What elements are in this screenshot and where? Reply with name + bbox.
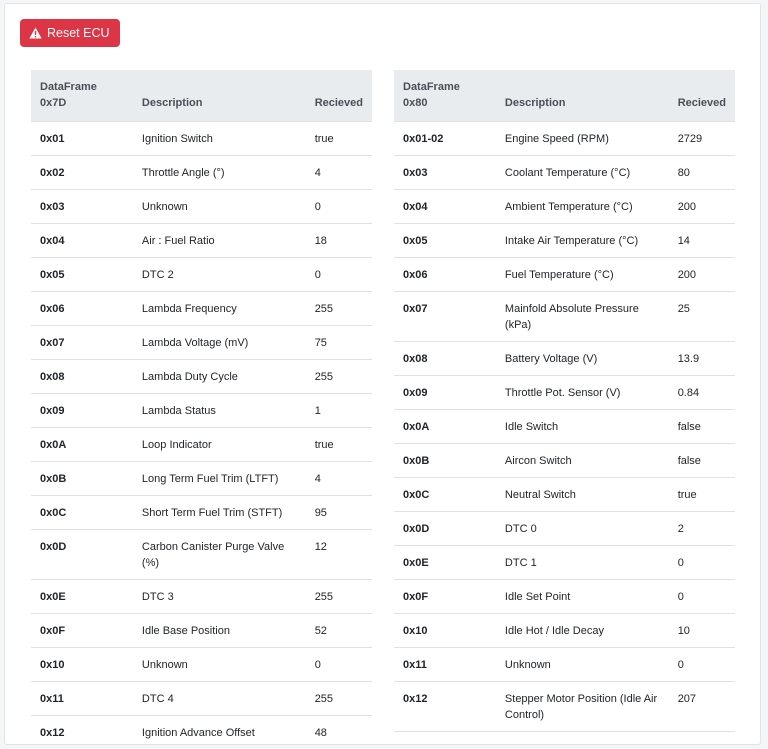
row-received: 0 xyxy=(669,580,735,614)
row-description: Idle Hot / Idle Decay xyxy=(496,614,669,648)
row-received: true xyxy=(306,428,372,462)
row-description: DTC 2 xyxy=(133,258,306,292)
row-description: Neutral Switch xyxy=(496,478,669,512)
table-row xyxy=(31,462,372,496)
row-id: 0x05 xyxy=(394,224,496,258)
row-id: 0x0B xyxy=(31,462,133,496)
header-dataframe xyxy=(31,70,133,122)
row-received: 255 xyxy=(306,360,372,394)
table-row xyxy=(394,410,735,444)
row-description: Idle Switch xyxy=(496,410,669,444)
row-description: Stepper Motor Position (Idle Air Control) xyxy=(496,682,669,732)
row-description: Coolant Temperature (°C) xyxy=(496,156,669,190)
row-id: 0x0D xyxy=(394,512,496,546)
row-received: 95 xyxy=(306,496,372,530)
row-id: 0x01-02 xyxy=(394,122,496,156)
row-id: 0x06 xyxy=(31,292,133,326)
row-received: 2 xyxy=(669,512,735,546)
table-row xyxy=(394,292,735,342)
ecu-card xyxy=(4,3,761,745)
row-description: Engine Speed (RPM) xyxy=(496,122,669,156)
table-header xyxy=(394,70,735,122)
table-row xyxy=(31,258,372,292)
row-received: false xyxy=(669,444,735,478)
row-id: 0x0E xyxy=(31,580,133,614)
table-row xyxy=(31,360,372,394)
dataframe-0x7d-table xyxy=(31,70,372,749)
table-row xyxy=(394,648,735,682)
row-received: 14 xyxy=(669,224,735,258)
row-received: 75 xyxy=(306,326,372,360)
row-description: Long Term Fuel Trim (LTFT) xyxy=(133,462,306,496)
row-id: 0x05 xyxy=(31,258,133,292)
row-description: Unknown xyxy=(133,648,306,682)
row-description: DTC 1 xyxy=(496,546,669,580)
row-received: 255 xyxy=(306,292,372,326)
row-received: 200 xyxy=(669,258,735,292)
table-row xyxy=(31,648,372,682)
warning-icon xyxy=(29,27,42,39)
row-received: 0 xyxy=(306,648,372,682)
table-row xyxy=(31,122,372,156)
table-row xyxy=(394,342,735,376)
row-id: 0x04 xyxy=(394,190,496,224)
row-description: DTC 0 xyxy=(496,512,669,546)
row-received: 0 xyxy=(669,648,735,682)
row-received: 12 xyxy=(306,530,372,580)
row-received: 10 xyxy=(669,614,735,648)
row-id: 0x0F xyxy=(394,580,496,614)
table-row xyxy=(31,580,372,614)
row-description: Idle Base Position xyxy=(133,614,306,648)
row-received: 200 xyxy=(669,190,735,224)
table-row xyxy=(31,224,372,258)
row-id xyxy=(394,732,496,749)
row-id: 0x10 xyxy=(31,648,133,682)
row-id: 0x07 xyxy=(31,326,133,360)
row-description: Unknown xyxy=(496,648,669,682)
reset-ecu-label: Reset ECU xyxy=(47,26,110,40)
row-description: Lambda Duty Cycle xyxy=(133,360,306,394)
row-id: 0x03 xyxy=(394,156,496,190)
row-id: 0x0B xyxy=(394,444,496,478)
row-description: Throttle Pot. Sensor (V) xyxy=(496,376,669,410)
row-id: 0x12 xyxy=(31,716,133,749)
table-row xyxy=(394,546,735,580)
table-row xyxy=(31,156,372,190)
row-id: 0x0D xyxy=(31,530,133,580)
row-received: 0 xyxy=(306,190,372,224)
row-received: 80 xyxy=(669,156,735,190)
row-id: 0x0E xyxy=(394,546,496,580)
row-id: 0x07 xyxy=(394,292,496,342)
row-id: 0x06 xyxy=(394,258,496,292)
row-received: 13.9 xyxy=(669,342,735,376)
row-id: 0x01 xyxy=(31,122,133,156)
table-row xyxy=(31,496,372,530)
header-received: Recieved xyxy=(669,70,735,122)
row-received: 25 xyxy=(669,292,735,342)
row-id: 0x03 xyxy=(31,190,133,224)
row-description: Mainfold Absolute Pressure (kPa) xyxy=(496,292,669,342)
header-frame-label: DataFrame xyxy=(40,81,97,93)
table-row xyxy=(394,478,735,512)
table-row xyxy=(394,512,735,546)
table-row xyxy=(31,614,372,648)
table-row xyxy=(394,682,735,732)
row-received: 255 xyxy=(306,580,372,614)
row-received: 4 xyxy=(306,462,372,496)
table-row xyxy=(31,716,372,749)
row-description: Short Term Fuel Trim (STFT) xyxy=(133,496,306,530)
row-received: 48 xyxy=(306,716,372,749)
table-header xyxy=(31,70,372,122)
row-received: true xyxy=(669,478,735,512)
row-id: 0x09 xyxy=(31,394,133,428)
table-row xyxy=(31,428,372,462)
table-row xyxy=(31,530,372,580)
row-id: 0x08 xyxy=(394,342,496,376)
row-description: Lambda Frequency xyxy=(133,292,306,326)
table-row xyxy=(31,190,372,224)
row-description: Battery Voltage (V) xyxy=(496,342,669,376)
row-id: 0x11 xyxy=(394,648,496,682)
row-id: 0x12 xyxy=(394,682,496,732)
table-row xyxy=(394,732,735,749)
row-description: Intake Air Temperature (°C) xyxy=(496,224,669,258)
header-frame-label: DataFrame xyxy=(403,81,460,93)
table-row xyxy=(394,190,735,224)
row-description: Ambient Temperature (°C) xyxy=(496,190,669,224)
table-row xyxy=(31,394,372,428)
row-received: false xyxy=(669,410,735,444)
header-description: Description xyxy=(496,70,669,122)
row-received xyxy=(669,732,735,749)
header-received: Recieved xyxy=(306,70,372,122)
row-received: 0.84 xyxy=(669,376,735,410)
table-row xyxy=(394,444,735,478)
reset-ecu-button[interactable] xyxy=(20,19,120,47)
row-received: 207 xyxy=(669,682,735,732)
row-description: Loop Indicator xyxy=(133,428,306,462)
row-id: 0x11 xyxy=(31,682,133,716)
row-id: 0x09 xyxy=(394,376,496,410)
row-description: Lambda Status xyxy=(133,394,306,428)
row-id: 0x0F xyxy=(31,614,133,648)
row-description: Throttle Angle (°) xyxy=(133,156,306,190)
table-row xyxy=(394,258,735,292)
table-row xyxy=(394,376,735,410)
table-row xyxy=(394,122,735,156)
header-dataframe xyxy=(394,70,496,122)
row-received: 1 xyxy=(306,394,372,428)
row-id: 0x0A xyxy=(394,410,496,444)
row-id: 0x0C xyxy=(394,478,496,512)
row-id: 0x10 xyxy=(394,614,496,648)
row-description: Air : Fuel Ratio xyxy=(133,224,306,258)
row-id: 0x04 xyxy=(31,224,133,258)
row-description: Fuel Temperature (°C) xyxy=(496,258,669,292)
table-row xyxy=(394,580,735,614)
table-row xyxy=(31,682,372,716)
row-description xyxy=(496,732,669,749)
row-received: 4 xyxy=(306,156,372,190)
row-description: DTC 3 xyxy=(133,580,306,614)
header-frame-id: 0x7D xyxy=(40,97,66,109)
row-id: 0x02 xyxy=(31,156,133,190)
row-received: 0 xyxy=(669,546,735,580)
table-row xyxy=(394,156,735,190)
row-description: Ignition Switch xyxy=(133,122,306,156)
row-description: Unknown xyxy=(133,190,306,224)
row-description: Aircon Switch xyxy=(496,444,669,478)
table-row xyxy=(31,292,372,326)
dataframe-0x80-table xyxy=(394,70,735,749)
row-description: Ignition Advance Offset xyxy=(133,716,306,749)
row-received: 0 xyxy=(306,258,372,292)
row-description: DTC 4 xyxy=(133,682,306,716)
table-row xyxy=(394,224,735,258)
row-description: Lambda Voltage (mV) xyxy=(133,326,306,360)
row-received: true xyxy=(306,122,372,156)
row-received: 18 xyxy=(306,224,372,258)
table-row xyxy=(31,326,372,360)
row-description: Carbon Canister Purge Valve (%) xyxy=(133,530,306,580)
row-received: 255 xyxy=(306,682,372,716)
row-received: 2729 xyxy=(669,122,735,156)
header-frame-id: 0x80 xyxy=(403,97,427,109)
row-description: Idle Set Point xyxy=(496,580,669,614)
row-id: 0x08 xyxy=(31,360,133,394)
row-id: 0x0C xyxy=(31,496,133,530)
header-description: Description xyxy=(133,70,306,122)
row-id: 0x0A xyxy=(31,428,133,462)
row-received: 52 xyxy=(306,614,372,648)
table-row xyxy=(394,614,735,648)
